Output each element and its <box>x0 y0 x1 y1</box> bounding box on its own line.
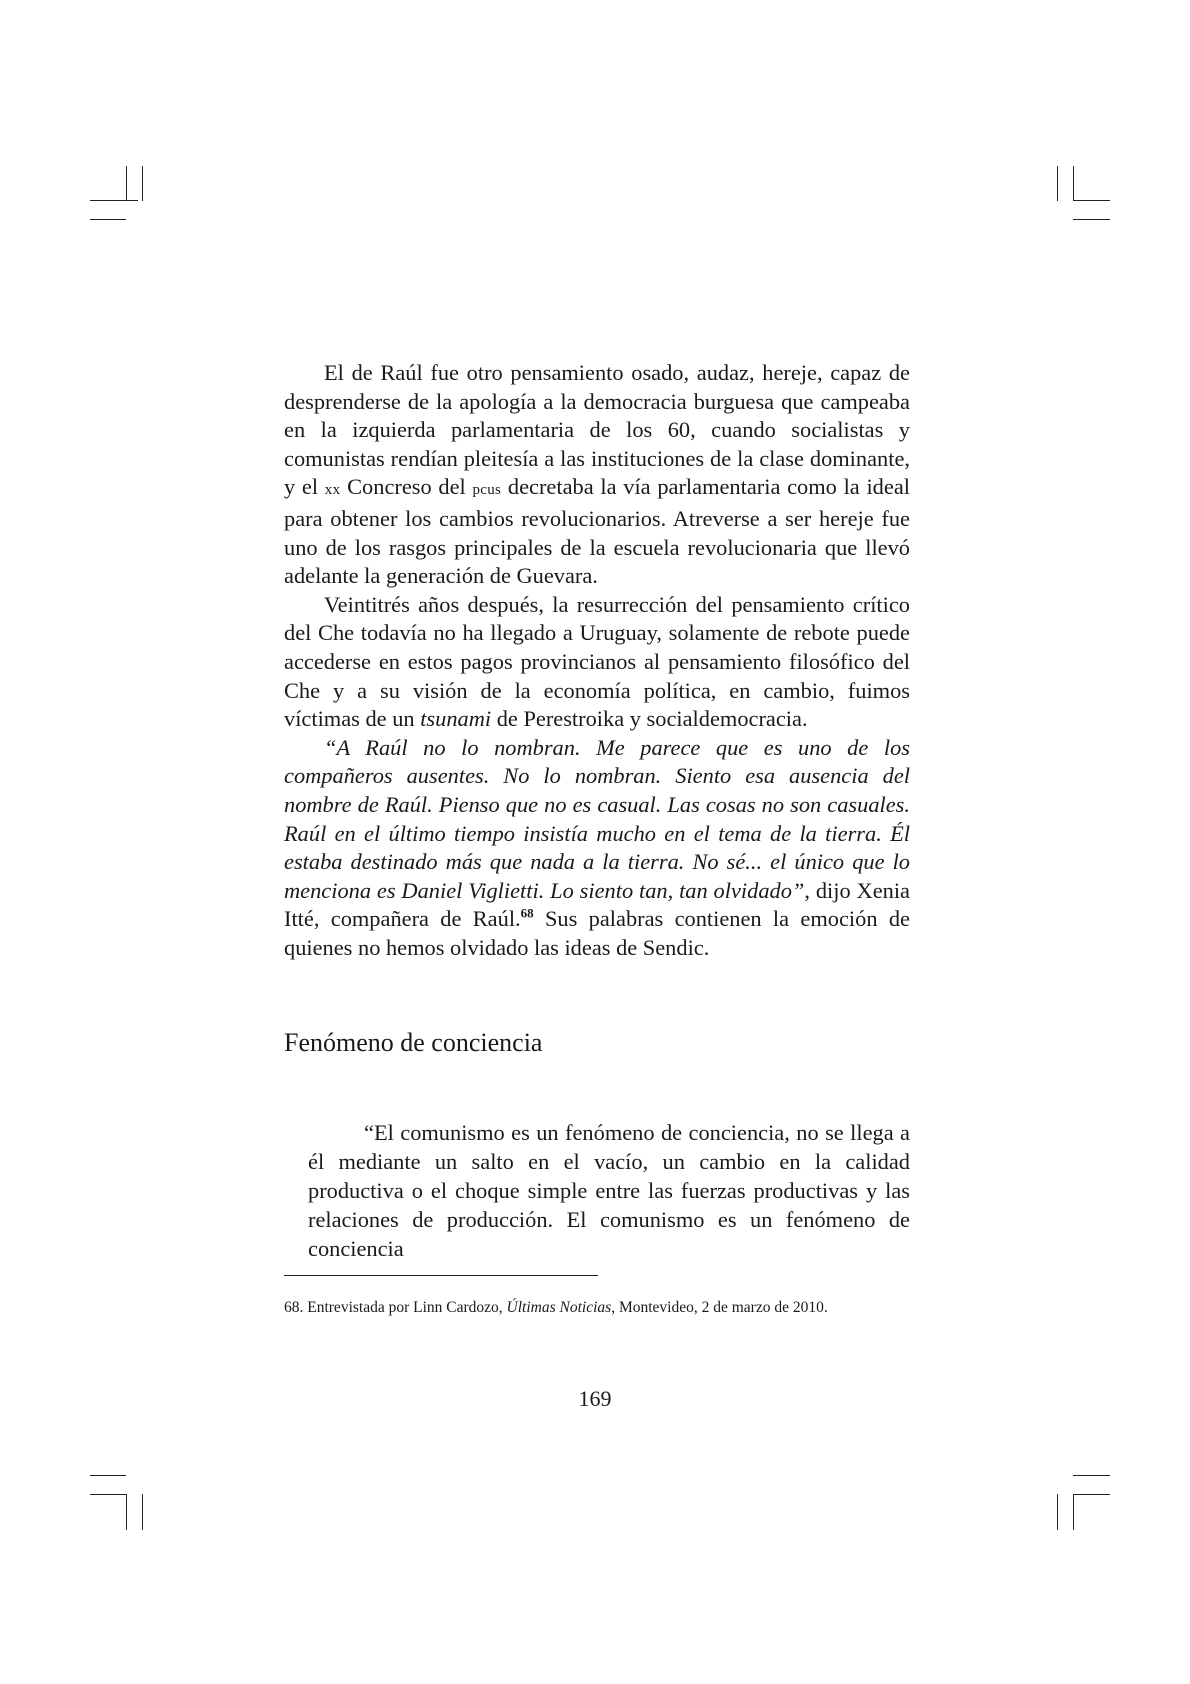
italic-run: tsunami <box>420 706 492 732</box>
small-caps-run: xx <box>324 482 341 499</box>
text-run: Concreso del <box>340 474 473 500</box>
text-run: decretaba la vía parlamentaria como la ideal para obtener los cambios revolucionarios. Atreverse a ser hereje fue uno de los rasgos principales de la escuela revolucionaria que llevó adelante la generación de Guevara. <box>284 474 910 589</box>
crop-mark-bottom-right-v2 <box>1073 1494 1074 1530</box>
text-run: Veintitrés años después, la resurrección del pensamiento crítico del Che todavía no ha llegado a Uruguay, solamente de rebote puede accederse en estos pagos provincianos al pensamiento filosófico del Che y a su visión de la economía política, en cambio, fuimos víctimas de un <box>284 591 910 732</box>
crop-mark-bottom-left-v1 <box>126 1494 127 1530</box>
crop-mark-top-left-h2 <box>90 219 126 220</box>
footnote-rule <box>284 1275 598 1276</box>
footnote-italic: Últimas Noticias <box>506 1299 612 1316</box>
text-run: , dijo Xenia Itté, compañera de Raúl. <box>284 877 910 932</box>
section-heading: Fenómeno de conciencia <box>284 1028 543 1057</box>
paragraph-2 <box>284 591 910 734</box>
page-number: 169 <box>578 1386 612 1411</box>
crop-mark-top-left-v2 <box>142 166 143 201</box>
block-quote <box>308 1118 910 1263</box>
footnote-text: 68. Entrevistada por Linn Cardozo, <box>284 1299 507 1316</box>
crop-mark-top-right-h2 <box>1073 219 1110 220</box>
crop-mark-bottom-right-v1 <box>1057 1494 1058 1530</box>
crop-mark-bottom-right-h2 <box>1073 1494 1110 1495</box>
crop-mark-top-right-h <box>1073 200 1110 201</box>
body-text <box>284 359 910 962</box>
footnote-reference[interactable]: 68 <box>520 905 534 921</box>
crop-mark-top-right-v1 <box>1057 166 1058 201</box>
crop-mark-bottom-left-h <box>90 1475 126 1476</box>
italic-quote-run: “A Raúl no lo nombran. Me parece que es uno de los compañeros ausentes. No lo nombran. Siento esa ausencia del nombre de Raúl. Pienso que no es casual. Las cosas no son casuales. Raúl en el último tiempo insistía mucho en el tema de la tierra. Él estaba destinado más que nada a la tierra. No sé... el único que lo menciona es Daniel Viglietti. Lo siento tan, tan olvidado” <box>284 734 910 903</box>
crop-mark-top-left-v1 <box>126 166 127 201</box>
small-caps-run: pcus <box>472 482 502 499</box>
paragraph-3 <box>284 734 910 963</box>
crop-mark-bottom-left-h2 <box>90 1494 126 1495</box>
text-run: de Perestroika y socialdemocracia. <box>491 706 808 732</box>
crop-mark-bottom-right-h <box>1073 1475 1110 1476</box>
crop-mark-top-right-v2 <box>1073 166 1074 201</box>
text-run: El de Raúl fue otro pensamiento osado, audaz, hereje, capaz de desprenderse de la apología a la democracia burguesa que campeaba en la izquierda parlamentaria de los 60, cuando socialistas y comunistas rendían pleitesía a las instituciones de la clase dominante, y el <box>284 360 910 500</box>
footnote-text: , Montevideo, 2 de marzo de 2010. <box>611 1299 828 1316</box>
quote-paragraph: “El comunismo es un fenómeno de conciencia, no se llega a él mediante un salto en el vacío, un cambio en la calidad productiva o el choque simple entre las fuerzas productivas y las relaciones de producción. El comunismo es un fenómeno de conciencia <box>308 1120 910 1261</box>
crop-mark-top-left-h <box>90 200 138 201</box>
crop-mark-bottom-left-v2 <box>142 1494 143 1530</box>
footnote <box>284 1298 910 1318</box>
paragraph-1 <box>284 359 910 591</box>
text-run: Sus palabras contienen la emoción de quienes no hemos olvidado las ideas de Sendic. <box>284 906 910 960</box>
